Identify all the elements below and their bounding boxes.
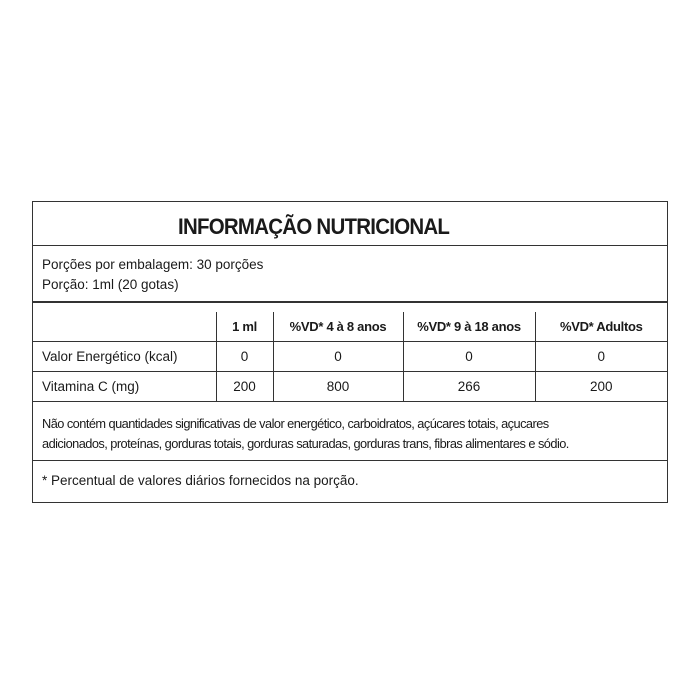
nutrition-facts-label bbox=[32, 201, 668, 503]
servings-per-package: Porções por embalagem: 30 porções bbox=[42, 257, 264, 272]
title-divider bbox=[33, 245, 667, 246]
dv-adults: 0 bbox=[535, 342, 667, 372]
footnote-divider bbox=[33, 460, 667, 461]
amount-per-serving: 200 bbox=[216, 372, 273, 402]
footnote: * Percentual de valores diários fornecidos na porção. bbox=[42, 473, 359, 488]
serving-divider bbox=[33, 301, 667, 303]
not-significant-note-line-1: Não contém quantidades significativas de valor energético, carboidratos, açúcares totais, açucares bbox=[42, 416, 549, 431]
dv-9-18: 0 bbox=[403, 342, 535, 372]
table-row bbox=[33, 372, 667, 402]
dv-4-8: 800 bbox=[273, 372, 403, 402]
header-cell-per-serving: 1 ml bbox=[216, 312, 273, 342]
amount-per-serving: 0 bbox=[216, 342, 273, 372]
header-cell-dv-adults: %VD* Adultos bbox=[535, 312, 667, 342]
nutrient-name: Vitamina C (mg) bbox=[33, 372, 216, 402]
table-header-row bbox=[33, 312, 667, 342]
header-cell-blank bbox=[33, 312, 216, 342]
dv-adults: 200 bbox=[535, 372, 667, 402]
header-cell-dv-4-8: %VD* 4 à 8 anos bbox=[273, 312, 403, 342]
dv-9-18: 266 bbox=[403, 372, 535, 402]
header-cell-dv-9-18: %VD* 9 à 18 anos bbox=[403, 312, 535, 342]
nutrient-name: Valor Energético (kcal) bbox=[33, 342, 216, 372]
table-row bbox=[33, 342, 667, 372]
not-significant-note-line-2: adicionados, proteínas, gorduras totais, gorduras saturadas, gorduras trans, fibras alimentares e sódio. bbox=[42, 436, 569, 451]
nutrition-table bbox=[33, 312, 667, 402]
serving-size: Porção: 1ml (20 gotas) bbox=[42, 277, 179, 292]
label-title: INFORMAÇÃO NUTRICIONAL bbox=[178, 214, 450, 239]
dv-4-8: 0 bbox=[273, 342, 403, 372]
